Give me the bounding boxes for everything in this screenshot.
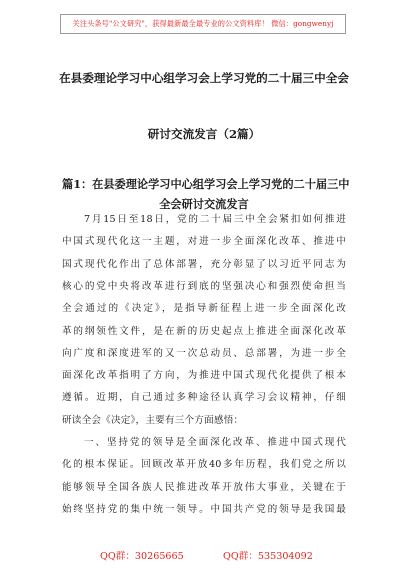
body-line: 化的根本保证。回顾改革开放40多年历程，我们党之所以 (62, 459, 346, 471)
body-line: 向广度和深度进军的又一次总动员、总部署，为进一步全 (62, 347, 346, 359)
body-line: 一、坚持党的领导是全面深化改革、推进中国式现代 (84, 437, 346, 448)
section-title-line-2: 全会研讨交流发言 (159, 197, 249, 211)
document-title: 在县委理论学习中心组学习会上学习党的二十届三中全会 (59, 71, 349, 85)
body-line: 核心的党中央将改革进行到底的坚强决心和强烈使命担当 (62, 280, 346, 292)
body-line: 中国式现代化这一主题，对进一步全面深化改革、推进中 (62, 236, 346, 248)
body-line: 国式现代化作出了总体部署，充分彰显了以习近平同志为 (62, 258, 346, 270)
body-line: 全会通过的《决定》，是指导新征程上进一步全面深化改 (62, 303, 346, 315)
header-notice-box (60, 14, 346, 34)
footer-qq-group-1: QQ群：30265665 (100, 551, 184, 562)
header-notice-text: 关注头条号"公文研究"，获得最新最全最专业的公文资料库！ 微信：gongwenyj (72, 19, 334, 28)
body-line: 始终坚持党的集中统一领导。中国共产党的领导是我国最 (62, 503, 346, 515)
section-title-line-1: 篇1：在县委理论学习中心组学习会上学习党的二十届三中 (62, 177, 350, 191)
footer-qq-group-2: QQ群：535304092 (223, 551, 313, 562)
document-subtitle: 研讨交流发言（2篇） (147, 127, 261, 141)
body-line: 研读全会《决定》，主要有三个方面感悟： (62, 414, 244, 426)
body-line: 革的纲领性文件，是在新的历史起点上推进全面深化改革 (62, 325, 346, 337)
body-line: 7月15日至18日，党的二十届三中全会紧扣如何推进 (84, 214, 346, 225)
body-line: 能够领导全国各族人民推进改革开放伟大事业，关键在于 (62, 481, 346, 493)
body-line: 遵循。近期，自己通过多种途径认真学习会议精神，仔细 (62, 392, 346, 404)
body-line: 面深化改革指明了方向，为推进中国式现代化提供了根本 (62, 370, 346, 382)
